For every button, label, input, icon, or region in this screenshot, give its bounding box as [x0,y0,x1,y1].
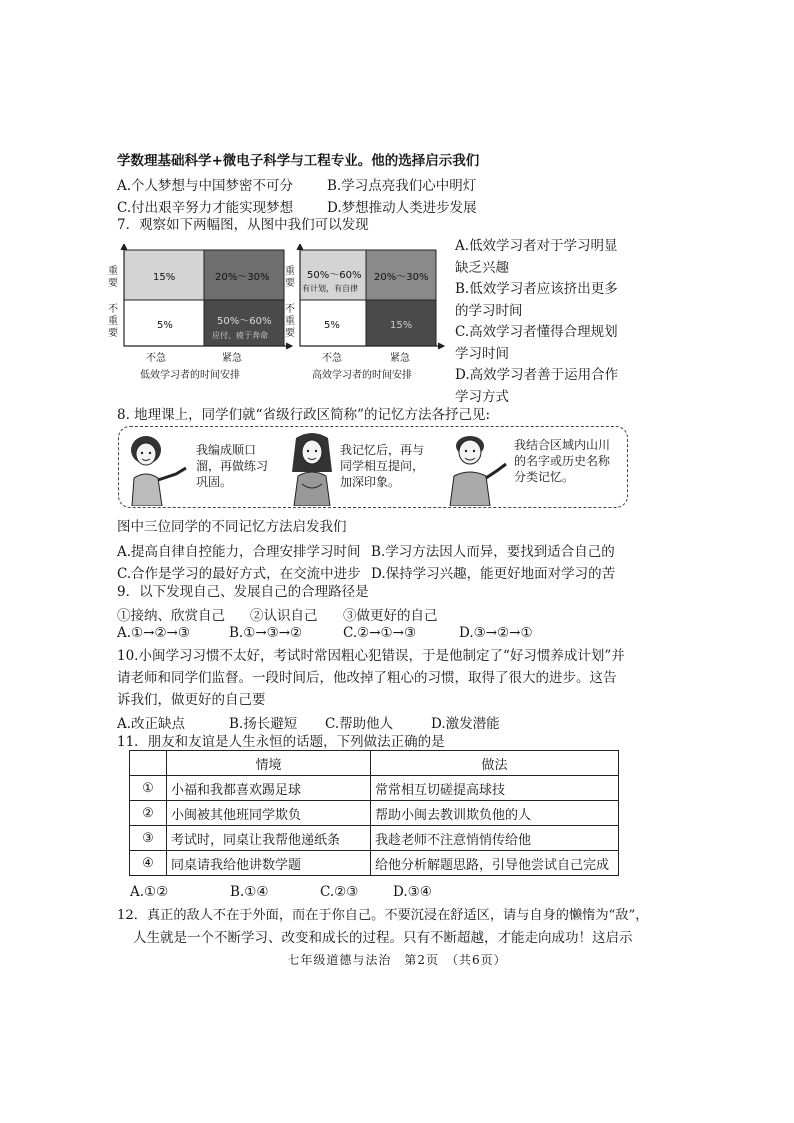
q11-option-b[interactable]: B.①④ [230,884,269,900]
q6-option-a[interactable]: A.个人梦想与中国梦密不可分 [117,178,294,194]
q7-stem: 7．观察如下两幅图，从图中我们可以发现 [117,217,369,233]
chart1-tr-value: 20%～30% [215,272,270,283]
q12-line-2: 人生就是一个不断学习、改变和成长的过程。只有不断超越，才能走向成功！这启示 [133,930,633,946]
q6-option-c[interactable]: C.付出艰辛努力才能实现梦想 [117,200,294,216]
q6-option-d[interactable]: D.梦想推动人类进步发展 [327,200,477,216]
q11-stem: 11．朋友和友谊是人生永恒的话题，下列做法正确的是 [117,734,445,750]
q9-option-a[interactable]: A.①→②→③ [117,625,190,641]
q9-stem: 9．以下发现自己、发展自己的合理路径是 [117,584,369,600]
q8-stem: 8. 地理课上，同学们就“省级行政区简称”的记忆方法各抒己见: [117,407,491,423]
q12-line-1: 12．真正的敌人不在于外面，而在于你自己。不要沉浸在舒适区，请与自身的懒惰为“敌”， [117,908,649,923]
q11-row-num: ③ [130,826,167,851]
chart1-br-value: 50%～60% [217,316,272,327]
q11-table-header [130,751,619,776]
q7-option-d[interactable]: D.高效学习者善于运用合作学习方式 [455,367,619,405]
q11-row-num: ① [130,776,167,801]
q9-item-3: ③做更好的自己 [343,608,438,624]
chart1-y-bottom-label [108,303,118,339]
q8-bubble-3: 我结合区域内山川的名字或历史名称分类记忆。 [514,438,611,484]
q9-option-c[interactable]: C.②→①→③ [343,625,417,641]
chart2-tr-value: 20%～30% [374,272,429,283]
chart1-x-right-label: 紧急 [222,353,242,364]
q7-option-c[interactable]: C.高效学习者懂得合理规划学习时间 [455,324,618,362]
q8-bubble-2: 我记忆后，再与同学相互提问，加深印象。 [340,443,425,489]
q11-row-num: ② [130,801,167,826]
q11-row-action: 帮助小闽去教训欺负他的人 [371,801,619,826]
table-row [130,801,619,826]
q11-option-d[interactable]: D.③④ [393,884,432,900]
q11-header-situation: 情境 [167,751,371,776]
table-row [130,851,619,876]
q11-option-c[interactable]: C.②③ [320,884,359,900]
chart2-y-bottom-label [285,303,295,339]
chart1-caption: 低效学习者的时间安排 [140,370,240,381]
chart1-y-bottom-label-1: 不 [108,304,118,315]
q11-row-situation: 小福和我都喜欢踢足球 [167,776,371,801]
chart2-bl-value: 5% [324,320,340,331]
q7-option-b[interactable]: B.低效学习者应该挤出更多的学习时间 [455,281,618,319]
table-row [130,826,619,851]
q11-table [129,750,619,876]
chart1-tl-value: 15% [153,272,176,283]
q9-item-1: ①接纳、欣赏自己 [117,608,225,624]
q7-option-a[interactable]: A.低效学习者对于学习明显缺乏兴趣 [455,238,618,276]
chart1-y-bottom-label-3: 要 [108,328,118,339]
q11-row-situation: 考试时，同桌让我帮他递纸条 [167,826,371,851]
student-girl-2-figure [282,432,342,506]
q8-prompt: 图中三位同学的不同记忆方法启发我们 [117,519,347,535]
q9-option-d[interactable]: D.③→②→① [459,625,533,641]
chart2-x-left-label: 不急 [322,353,342,364]
q6-stem-continued: 学数理基础科学+微电子科学与工程专业。他的选择启示我们 [117,153,480,169]
student-girl-1-figure [120,434,192,506]
chart2-y-bottom-label-2: 重 [285,316,295,327]
q9-item-2: ②认识自己 [250,608,318,624]
chart2-br-value: 15% [390,320,413,331]
chart1-y-top-label-2: 要 [108,278,118,289]
q11-header-action: 做法 [371,751,619,776]
q10-option-d[interactable]: D.激发潜能 [431,716,500,732]
chart2-y-top-label-1: 重 [285,266,295,277]
page-footer: 七年级道德与法治 第2页 （共6页） [287,953,507,967]
q11-header-num [130,751,167,776]
q6-option-b[interactable]: B.学习点亮我们心中明灯 [327,178,477,194]
q11-row-num: ④ [130,851,167,876]
q11-row-action: 常常相互切磋提高球技 [371,776,619,801]
q10-line-3: 诉我们，做更好的自己要 [117,692,266,708]
q8-option-a[interactable]: A.提高自律自控能力，合理安排学习时间 [117,544,361,560]
chart1-matrix [108,244,292,381]
chart2-x-right-label: 紧急 [390,353,410,364]
q11-row-action: 我趁老师不注意悄悄传给他 [371,826,619,851]
q10-line-1: 10.小闽学习习惯不太好，考试时常因粗心犯错误，于是他制定了“好习惯养成计划”并 [117,648,625,664]
chart1-x-left-label: 不急 [146,353,166,364]
table-row [130,776,619,801]
q7-options [455,236,630,408]
chart2-matrix [285,244,444,381]
q9-option-b[interactable]: B.①→③→② [229,625,303,641]
q11-option-a[interactable]: A.①② [130,884,169,900]
chart2-y-top-label-2: 要 [285,278,295,289]
chart2-tl-value: 50%～60% [307,270,362,281]
q8-bubble-1: 我编成顺口溜，再做练习巩固。 [196,443,269,489]
chart1-y-bottom-label-2: 重 [108,316,118,327]
q10-line-2: 请老师和同学们监督。一段时间后，他改掉了粗心的习惯，取得了很大的进步。这告 [117,670,617,686]
chart2-y-bottom-label-3: 要 [285,328,295,339]
q11-row-situation: 同桌请我给他讲数学题 [167,851,371,876]
q8-option-b[interactable]: B.学习方法因人而异，要找到适合自己的 [371,544,615,560]
q11-row-situation: 小闽被其他班同学欺负 [167,801,371,826]
chart1-bl-value: 5% [157,320,173,331]
q10-option-c[interactable]: C.帮助他人 [325,716,394,732]
chart1-br-note: 应付、疲于奔命 [212,331,268,340]
q8-option-d[interactable]: D.保持学习兴趣，能更好地面对学习的苦 [371,566,616,582]
chart2-y-top-label [285,264,295,289]
chart2-caption: 高效学习者的时间安排 [312,370,412,381]
q8-option-c[interactable]: C.合作是学习的最好方式，在交流中进步 [117,566,361,582]
q7-charts [100,244,450,384]
chart1-y-top-label [108,264,118,289]
chart1-y-top-label-1: 重 [108,266,118,277]
q11-row-action: 给他分析解题思路，引导他尝试自己完成 [371,851,619,876]
chart2-tl-note: 有计划，有自律 [302,284,358,293]
student-boy-figure [440,432,512,506]
q10-option-a[interactable]: A.改正缺点 [117,716,186,732]
chart2-y-bottom-label-1: 不 [285,304,295,315]
q10-option-b[interactable]: B.扬长避短 [229,716,298,732]
